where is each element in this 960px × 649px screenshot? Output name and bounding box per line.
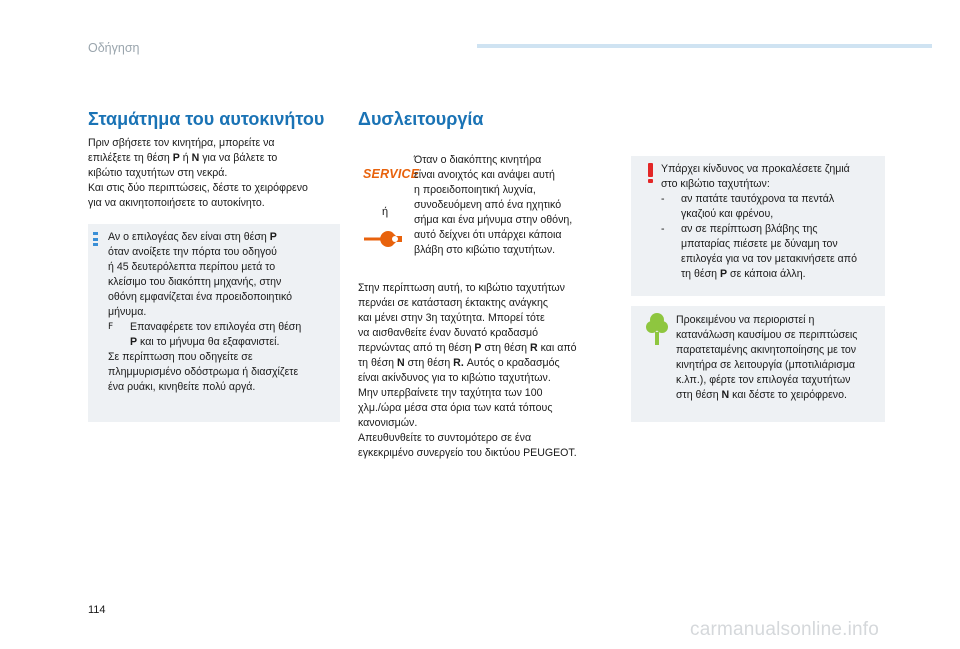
text-line: συνοδευόμενη από ένα ηχητικό <box>414 199 562 211</box>
text-line: στη θέση N και δέστε το χειρόφρενο. <box>676 389 847 401</box>
text-line: να αισθανθείτε έναν δυνατό κραδασμό <box>358 327 539 339</box>
heading-stopping-vehicle: Σταμάτημα του αυτοκινήτου <box>88 109 325 129</box>
text-line: η προειδοποιητική λυχνία, <box>414 184 536 196</box>
eco-tree-icon <box>646 312 668 346</box>
text-line: Αν ο επιλογέας δεν είναι στη θέση P <box>108 231 277 243</box>
running-header: Οδήγηση <box>88 41 140 55</box>
text-line: και μένει στην 3η ταχύτητα. Μπορεί τότε <box>358 312 545 324</box>
text-line: P και το μήνυμα θα εξαφανιστεί. <box>130 336 280 348</box>
text-line: Όταν ο διακόπτης κινητήρα <box>414 154 542 166</box>
text-line: Υπάρχει κίνδυνος να προκαλέσετε ζημιά <box>661 163 850 175</box>
text-line: κινητήρα σε λειτουργία (μποτιλιάρισμα <box>676 359 856 371</box>
text-line: επιλογέα για να τον μετακινήσετε από <box>681 253 858 265</box>
text-line: στο κιβώτιο ταχυτήτων: <box>661 178 770 190</box>
text-line: τη θέση N στη θέση R. Αυτός ο κραδασμός <box>358 357 560 369</box>
text-line: Και στις δύο περιπτώσεις, δέστε το χειρόφρενο <box>88 182 308 194</box>
heading-malfunction: Δυσλειτουργία <box>358 109 484 129</box>
text-line: χλμ./ώρα μέσα στα όρια των κατά τόπους <box>358 402 553 414</box>
text-line: επιλέξετε τη θέση P ή N για να βάλετε το <box>88 152 278 164</box>
text-line: Στην περίπτωση αυτή, το κιβώτιο ταχυτήτων <box>358 282 565 294</box>
text-line: αν σε περίπτωση βλάβης της <box>681 223 818 235</box>
text-line: κ.λπ.), φέρτε τον επιλογέα ταχυτήτων <box>676 374 851 386</box>
text-line: όταν ανοίξετε την πόρτα του οδηγού <box>108 246 277 258</box>
info-icon <box>93 232 98 246</box>
text-line: Πριν σβήσετε τον κινητήρα, μπορείτε να <box>88 137 275 149</box>
text-line: κλείσιμο του διακόπτη μηχανής, στην <box>108 276 282 288</box>
text-line: εγκεκριμένο συνεργείο του δικτύου PEUGEOT. <box>358 447 577 459</box>
text-line: είναι ακίνδυνος για το κιβώτιο ταχυτήτων. <box>358 372 551 384</box>
text-line: ή 45 δευτερόλεπτα περίπου μετά το <box>108 261 276 273</box>
wrench-icon <box>362 229 404 249</box>
text-line: τη θέση P σε κάποια άλλη. <box>681 268 806 280</box>
list-dash: - <box>661 193 665 205</box>
text-line: Απευθυνθείτε το συντομότερο σε ένα <box>358 432 532 444</box>
text-line: περνάει σε κατάσταση έκτακτης ανάγκης <box>358 297 548 309</box>
text-line: Σε περίπτωση που οδηγείτε σε <box>108 351 253 363</box>
text-line: Προκειμένου να περιοριστεί η <box>676 314 815 326</box>
text-line: κατανάλωση καυσίμου σε περιπτώσεις <box>676 329 858 341</box>
text-line: παρατεταμένης ακινητοποίησης με τον <box>676 344 857 356</box>
text-line: γκαζιού και φρένου, <box>681 208 774 220</box>
page-number: 114 <box>88 604 106 616</box>
text-line: κανονισμών. <box>358 417 418 429</box>
text-line: αυτό δείχνει ότι υπάρχει κάποια <box>414 229 562 241</box>
service-warning-icon: SERVICE <box>363 167 420 181</box>
text-line: περνώντας από τη θέση P στη θέση R και από <box>358 342 577 354</box>
text-line: Επαναφέρετε τον επιλογέα στη θέση <box>130 321 302 333</box>
text-line: μήνυμα. <box>108 306 147 318</box>
arrow-bullet-icon: F <box>108 322 114 332</box>
text-line: για να ακινητοποιήσετε το αυτοκίνητο. <box>88 197 265 209</box>
text-line: κιβώτιο ταχυτήτων στη νεκρά. <box>88 167 228 179</box>
text-line: είναι ανοιχτός και ανάψει αυτή <box>414 169 555 181</box>
header-rule <box>477 44 932 48</box>
text-line: βλάβη στο κιβώτιο ταχυτήτων. <box>414 244 556 256</box>
watermark: carmanualsonline.info <box>690 619 880 640</box>
text-line: σήμα και ένα μήνυμα στην οθόνη, <box>414 214 573 226</box>
text-line: οθόνη εμφανίζεται ένα προειδοποιητικό <box>108 291 293 303</box>
list-dash: - <box>661 223 665 235</box>
text-line: μπαταρίας πιέσετε με δύναμη τον <box>681 238 838 250</box>
text-line: Μην υπερβαίνετε την ταχύτητα των 100 <box>358 387 543 399</box>
text-line: αν πατάτε ταυτόχρονα τα πεντάλ <box>681 193 835 205</box>
warning-icon <box>648 163 654 183</box>
or-label: ή <box>382 206 389 218</box>
text-line: ένα ρυάκι, κινηθείτε πολύ αργά. <box>108 381 256 393</box>
text-line: πλημμυρισμένο οδόστρωμα ή διασχίζετε <box>108 366 299 378</box>
